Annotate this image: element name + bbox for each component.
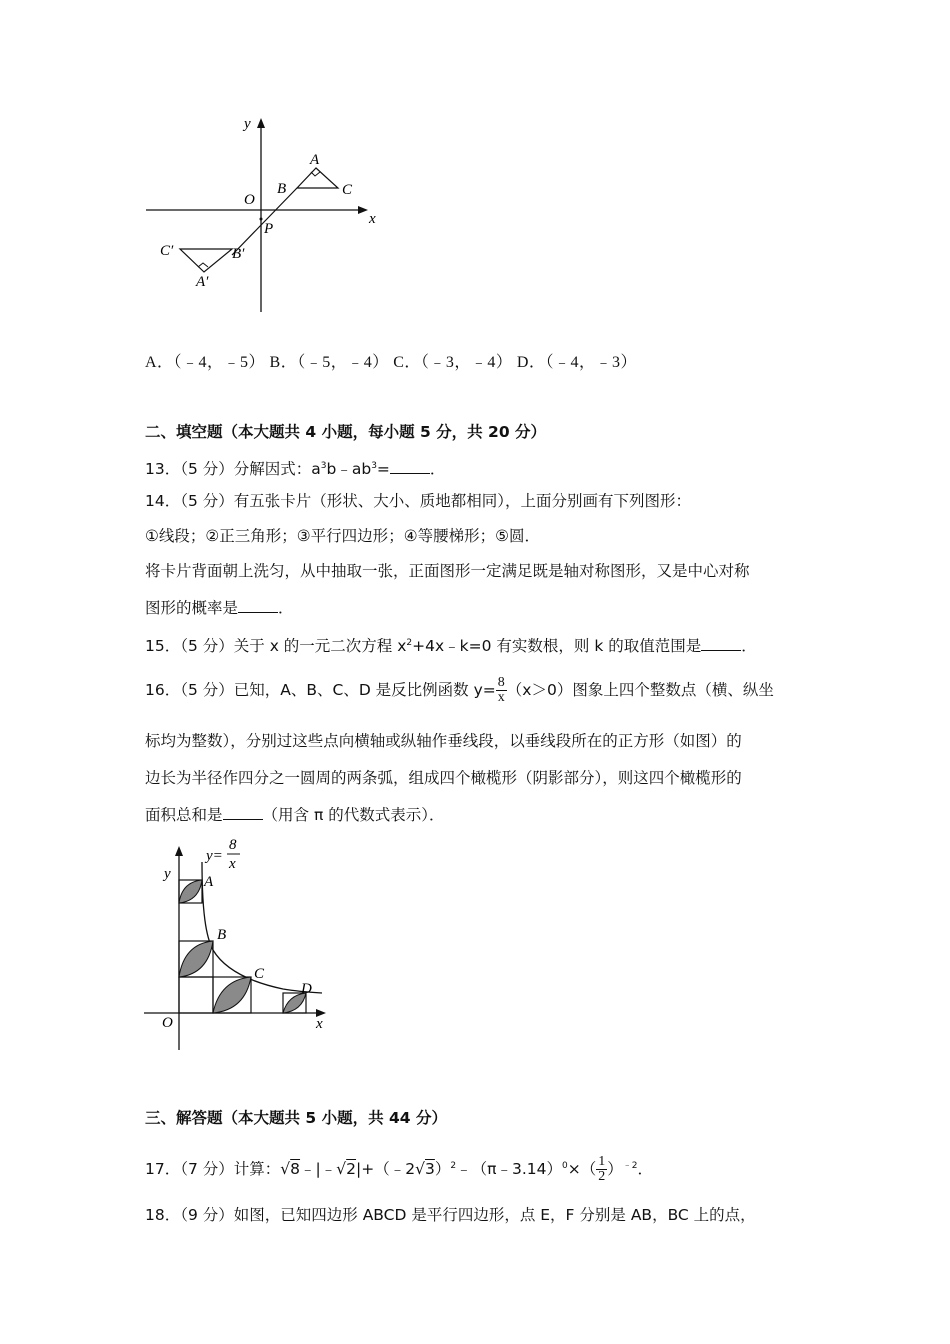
q17-text-f: ×（ [567,1160,597,1179]
label-o: O [162,1015,173,1031]
label-a-prime: A′ [196,274,209,290]
q17-sqrt1-radicand: 8 [290,1160,301,1179]
q17-text-b: ﹣|﹣ [300,1160,337,1179]
q17-sqrt3-radicand: 3 [425,1160,435,1179]
olive-c [213,977,251,1013]
q17-text-g: ） [607,1160,623,1179]
label-b: B [217,927,227,943]
q16-text-a: 16．（5 分）已知，A、B、C、D 是反比例函数 y= [145,681,496,699]
q17-frac-num: 1 [598,1154,606,1170]
label-c-prime: C′ [160,243,174,259]
label-x: x [369,211,376,227]
q15-text-b: +4x﹣k=0 有实数根，则 k 的取值范围是 [412,637,702,656]
x-axis-arrow [358,206,368,214]
q14-line4-text: 图形的概率是 [145,599,239,617]
y-axis-arrow [257,118,265,128]
q15-text-a: 15．（5 分）关于 x 的一元二次方程 x [145,637,407,656]
q17-sup3: ﹣2 [622,1161,638,1171]
q16-text-b: （x＞0）图象上四个整数点（横、纵坐 [506,681,774,699]
q13-suffix: = [376,460,390,479]
q13-end: ． [429,460,446,479]
q15 [145,632,757,657]
section2-heading: 二、填空题（本大题共 4 小题，每小题 5 分，共 20 分） [145,423,547,441]
q16-line4-end: （用含 π 的代数式表示）． [262,806,445,824]
label-p: P [264,221,274,237]
section3-heading: 三、解答题（本大题共 5 小题，共 44 分） [145,1109,447,1127]
q13-mid: b﹣ab [326,460,372,479]
q16-line1 [145,670,774,710]
label-y: y [164,866,171,882]
label-func-num: 8 [229,837,237,853]
q14-line4 [145,597,294,619]
q15-text-c: ． [741,637,757,656]
q13-answer-blank[interactable] [390,459,430,474]
label-func-den: x [229,856,236,872]
olive-a [179,880,202,903]
q17-text-c: |+（﹣2 [356,1160,416,1179]
square-row2-a [179,977,213,1013]
q14-answer-blank[interactable] [238,598,278,613]
label-b-prime: B′ [232,246,245,262]
q14-line3: 将卡片背面朝上洗匀，从中抽取一张，正面图形一定满足既是轴对称图形，又是中心对称 [145,562,750,580]
q16-line3: 边长为半径作四分之一圆周的两条弧，组成四个橄榄形（阴影部分），则这四个橄榄形的 [145,769,742,787]
q17-sqrt1: √8 [280,1160,301,1179]
q17-text-d: ） [434,1160,451,1179]
figure-coordinate-triangles [140,112,400,317]
y-axis-arrow [175,846,183,856]
q13-sup2: 3 [371,461,377,471]
q14-line1: 14．（5 分）有五张卡片（形状、大小、质地都相同），上面分别画有下列图形： [145,492,692,510]
label-a: A [204,874,214,890]
label-func: y= [206,848,223,864]
olive-b [179,941,213,977]
q13-prefix: 13．（5 分）分解因式：a [145,460,321,479]
q16-line4-text: 面积总和是 [145,806,223,824]
q17-sqrt2: √2 [336,1160,357,1179]
q17-text-a: 17．（7 分）计算： [145,1160,281,1179]
label-o: O [244,192,255,208]
q17-frac-den: 2 [598,1169,606,1185]
q16-fraction [496,676,507,705]
q14-line4-end: ． [278,599,294,617]
q17-sup1: 2 [450,1161,457,1171]
q15-answer-blank[interactable] [701,636,741,651]
q17 [145,1148,653,1187]
q17-sqrt2-radicand: 2 [346,1160,357,1179]
q16-frac-num: 8 [497,675,505,690]
triangle-a-prime-b-prime-c-prime [180,249,232,272]
q17-text-h: ． [637,1160,653,1179]
q13 [145,455,445,480]
q14-line2: ①线段；②正三角形；③平行四边形；④等腰梯形；⑤圆． [145,527,540,545]
label-b: B [277,181,287,197]
label-y: y [244,116,251,132]
q16-line2: 标均为整数），分别过这些点向横轴或纵轴作垂线段，以垂线段所在的正方形（如图）的 [145,732,742,750]
label-c: C [254,966,265,982]
label-d: D [301,981,312,997]
q16-answer-blank[interactable] [223,805,263,820]
q17-sup2: 0 [561,1161,568,1171]
label-c: C [342,182,353,198]
q17-text-e: ﹣（π﹣3.14） [456,1160,562,1179]
point-p [260,218,263,221]
q16-line4 [145,804,444,826]
right-angle-a-prime [198,263,208,267]
figure-hyperbola-olives [140,832,340,1057]
triangle-abc [297,168,338,188]
q15-sup: 2 [406,638,413,648]
label-x: x [316,1016,323,1032]
q17-fraction [596,1155,607,1184]
q13-sup1: 3 [320,461,327,471]
label-a: A [310,152,320,168]
q12-options: A．（﹣4，﹣5） B．（﹣5，﹣4） C．（﹣3，﹣4） D．（﹣4，﹣3） [145,354,637,371]
q18-line1: 18．（9 分）如图，已知四边形 ABCD 是平行四边形，点 E，F 分别是 AB，BC 上的点， [145,1206,756,1224]
q17-sqrt3: √3 [415,1160,435,1179]
q16-frac-den: x [497,690,505,705]
